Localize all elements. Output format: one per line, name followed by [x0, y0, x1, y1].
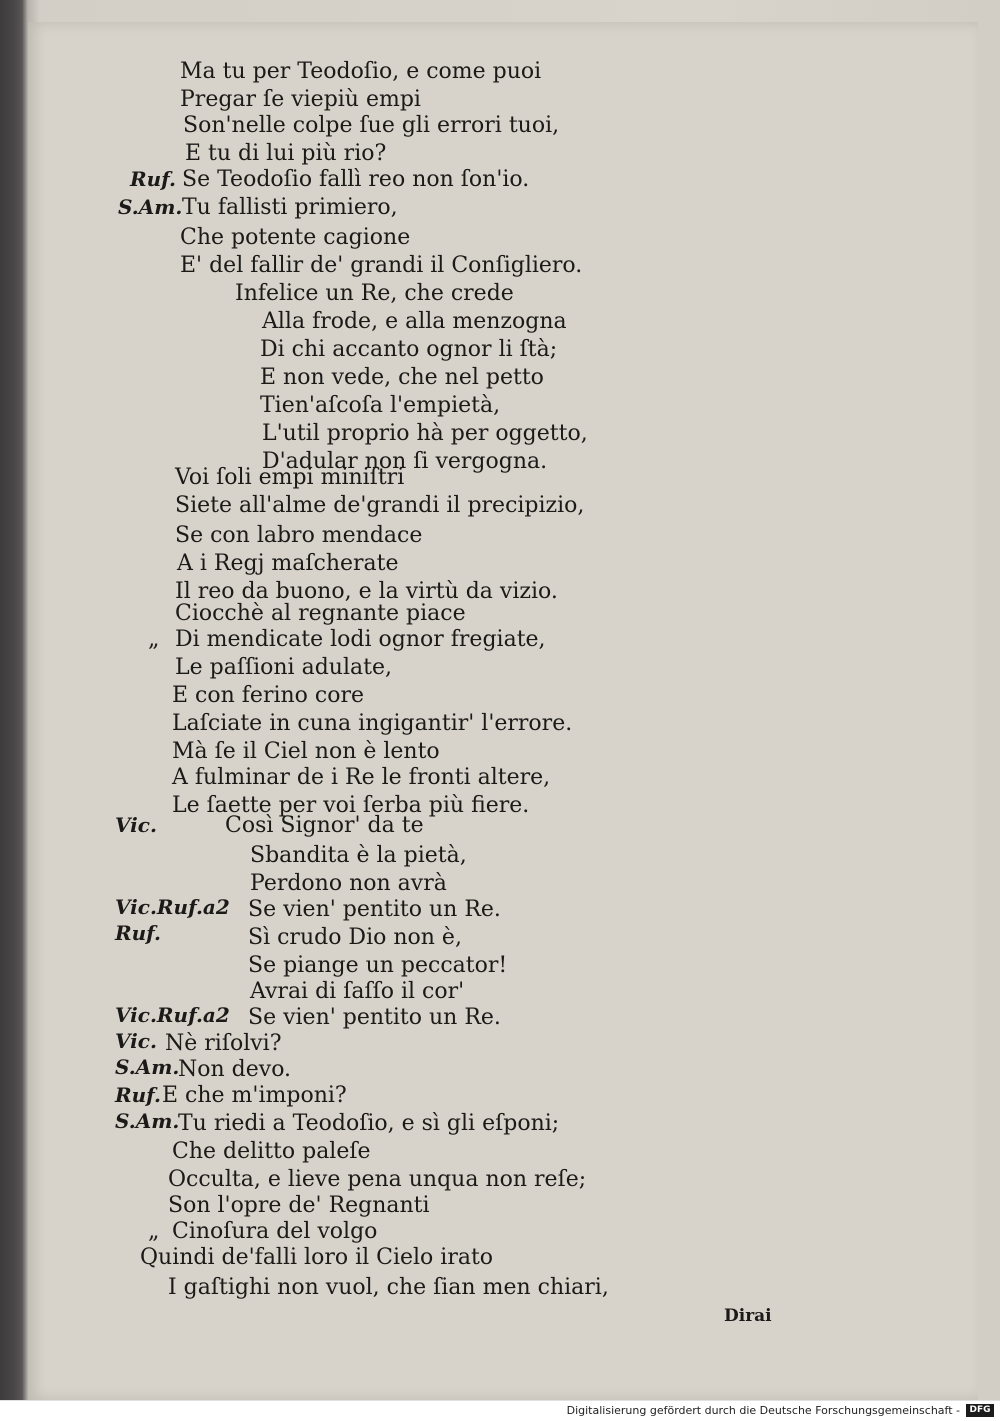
verse-line: Nè riſolvi? — [165, 1031, 282, 1056]
verse-line: Son'nelle colpe ſue gli errori tuoi, — [183, 113, 560, 138]
verse-line: Che delitto paleſe — [172, 1139, 371, 1164]
verse-line: Così Signor' da te — [225, 813, 424, 838]
verse-line: Sì crudo Dio non è, — [248, 925, 462, 950]
speaker-label: S.Am. — [115, 1109, 180, 1133]
verse-line: D'adular non ſi vergogna. — [262, 449, 548, 474]
verse-line: Che potente cagione — [180, 225, 411, 250]
verse-line: Le ſaette per voi ſerba più fiere. — [172, 793, 530, 818]
verse-line: Occulta, e lieve pena unqua non reſe; — [168, 1167, 587, 1192]
verse-line: Tu riedi a Teodoſio, e sì gli eſponi; — [178, 1111, 560, 1136]
verse-line: Avrai di ſaſſo il cor' — [250, 979, 465, 1004]
verse-line: Se con labro mendace — [175, 523, 423, 548]
speaker-label: Vic. — [115, 813, 157, 837]
verse-line: Se Teodoſio fallì reo non ſon'io. — [182, 167, 530, 192]
verse-line: Voi ſoli empi miniſtri — [175, 465, 405, 490]
verse-line: Tu fallisti primiero, — [182, 195, 398, 220]
verse-line: Quindi de'falli loro il Cielo irato — [140, 1245, 494, 1270]
verse-line: Pregar ſe viepiù empi — [180, 87, 421, 112]
verse-line: Di mendicate lodi ognor fregiate, — [175, 627, 546, 652]
verse-line: L'util proprio hà per oggetto, — [262, 421, 588, 446]
verse-line: Son l'opre de' Regnanti — [168, 1193, 430, 1218]
verse-line: Il reo da buono, e la virtù da vizio. — [175, 579, 558, 604]
speaker-label: Ruf. — [115, 921, 162, 945]
quote-mark: „ — [148, 627, 160, 652]
verse-line: E' del fallir de' grandi il Conſigliero. — [180, 253, 583, 278]
verse-line: Se vien' pentito un Re. — [248, 897, 501, 922]
verse-line: E con ferino core — [172, 683, 365, 708]
speaker-label: Vic.Ruf.a2 — [115, 895, 230, 919]
verse-line: Alla frode, e alla menzogna — [262, 309, 567, 334]
footer-bar — [0, 1400, 1000, 1421]
verse-line: E che m'imponi? — [162, 1083, 347, 1108]
verse-line: Ma tu per Teodoſio, e come puoi — [180, 59, 542, 84]
verse-line: Se vien' pentito un Re. — [248, 1005, 501, 1030]
verse-line: Sbandita è la pietà, — [250, 843, 467, 868]
verse-line: Le paſſioni adulate, — [175, 655, 392, 680]
speaker-label: S.Am. — [115, 1055, 180, 1079]
verse-line: I gaſtighi non vuol, che ſian men chiari, — [168, 1275, 609, 1300]
speaker-label: Ruf. — [115, 1083, 162, 1107]
speaker-label: Ruf. — [130, 167, 177, 191]
speaker-label: Vic. — [115, 1029, 157, 1053]
verse-line: Perdono non avrà — [250, 871, 447, 896]
verse-line: Mà ſe il Ciel non è lento — [172, 739, 440, 764]
verse-line: E non vede, che nel petto — [260, 365, 544, 390]
dfg-logo: DFG — [966, 1404, 994, 1417]
footer-credit: Digitalisierung gefördert durch die Deutsche Forschungsgemeinschaft - — [566, 1404, 960, 1417]
quote-mark: „ — [148, 1219, 160, 1244]
verse-line: Non devo. — [178, 1057, 292, 1082]
speaker-label: S.Am. — [118, 195, 183, 219]
verse-line: Tien'aſcoſa l'empietà, — [260, 393, 501, 418]
verse-line: Laſciate in cuna ingigantir' l'errore. — [172, 711, 573, 736]
verse-line: Se piange un peccator! — [248, 953, 508, 978]
verse-line: Cinoſura del volgo — [172, 1219, 378, 1244]
verse-line: Siete all'alme de'grandi il precipizio, — [175, 493, 585, 518]
verse-line: E tu di lui più rio? — [185, 141, 387, 166]
show-through-text — [600, 64, 1000, 92]
verse-line: Ciocchè al regnante piace — [175, 601, 466, 626]
verse-line: Di chi accanto ognor li ſtà; — [260, 337, 558, 362]
verse-line: Infelice un Re, che crede — [235, 281, 514, 306]
speaker-label: Vic.Ruf.a2 — [115, 1003, 230, 1027]
catchword: Dirai — [724, 1306, 772, 1326]
verse-line: A fulminar de i Re le fronti altere, — [172, 765, 551, 790]
verse-line: A i Regj maſcherate — [177, 551, 399, 576]
